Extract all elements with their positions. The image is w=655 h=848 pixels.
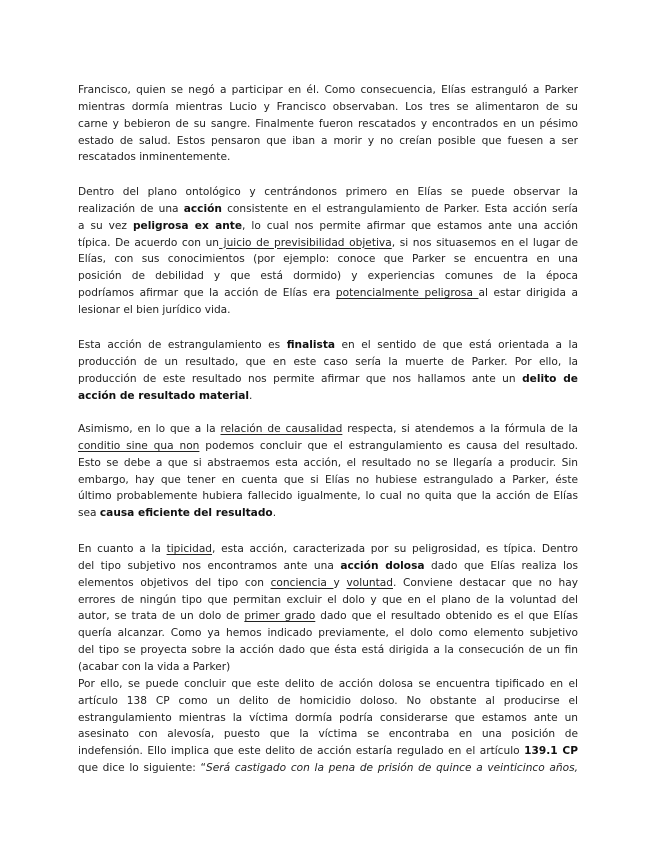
text-run: Dentro del plano ontológico y centrándonos primero en Elías se puede observar la <box>78 186 578 198</box>
text-run: podríamos afirmar que la acción de Elías era <box>78 287 336 300</box>
text-run: típica. De acuerdo con un <box>78 236 220 249</box>
text-run: producción de este resultado nos permite afirmar que nos hallamos ante un <box>78 372 523 385</box>
underlined-term: voluntad <box>346 576 393 589</box>
text-run: lesionar el bien jurídico vida. <box>78 303 231 316</box>
bold-term: causa eficiente del resultado <box>99 507 273 520</box>
text-line <box>78 303 578 317</box>
text-line <box>78 711 578 725</box>
text-run: . <box>249 389 253 402</box>
text-run: indefensión. Ello implica que este delito de acción estaría regulado en el artículo <box>78 745 525 758</box>
text-line <box>78 355 578 369</box>
text-line <box>78 185 578 199</box>
text-run: embargo, hay que tener en cuenta que si Elías no hubiese estrangulado a Parker, éste <box>78 473 578 486</box>
text-run: artículo 138 CP como un delito de homicidio doloso. No obstante al producirse el <box>78 694 578 707</box>
text-run: en el sentido de que está orientada a la <box>335 339 578 351</box>
text-line <box>78 236 578 250</box>
text-run: En cuanto a la <box>78 543 167 555</box>
text-line <box>78 117 578 131</box>
text-run: Asimismo, en lo que a la <box>78 423 221 435</box>
underlined-term: juicio de previsibilidad objetiva <box>219 236 392 249</box>
text-line <box>78 593 578 607</box>
text-run: realización de una <box>78 202 184 215</box>
text-line <box>78 506 578 520</box>
text-line <box>78 609 578 623</box>
text-line <box>78 473 578 487</box>
text-line <box>78 439 578 453</box>
text-run: del tipo subjetivo nos encontramos ante una <box>78 559 341 572</box>
text-run: quería alcanzar. Como ya hemos indicado previamente, el dolo como elemento subjetivo <box>78 627 578 640</box>
text-run: que dice lo siguiente: “ <box>78 762 206 775</box>
underlined-term: conciencia <box>270 576 334 589</box>
text-line <box>78 100 578 114</box>
text-line <box>78 338 578 352</box>
text-run: , lo cual nos permite afirmar que estamos ante una acción <box>242 219 578 232</box>
text-line <box>78 219 578 233</box>
text-run: consistente en el estrangulamiento de Parker. Esta acción sería <box>221 202 578 215</box>
text-line <box>78 761 578 775</box>
text-line <box>78 150 578 164</box>
text-line <box>78 744 578 758</box>
text-line <box>78 559 578 573</box>
text-run: dado que Elías realiza los <box>424 559 578 572</box>
bold-term: acción dolosa <box>340 559 425 572</box>
bold-term: delito de <box>522 372 578 385</box>
text-run: mientras dormía mientras Lucio y Francisco observaban. Los tres se alimentaron de su <box>78 100 578 113</box>
underlined-term: tipicidad <box>166 543 213 555</box>
text-line <box>78 677 578 691</box>
text-line <box>78 727 578 741</box>
bold-term: acción <box>183 202 222 215</box>
text-line <box>78 576 578 590</box>
text-line <box>78 202 578 216</box>
text-run: , esta acción, caracterizada por su peligrosidad, es típica. Dentro <box>212 543 578 555</box>
text-line <box>78 694 578 708</box>
text-run: posición de debilidad y que está dormido) y experiencias comunes de la época <box>78 270 578 283</box>
text-run: podemos concluir que el estrangulamiento es causa del resultado. <box>199 439 578 452</box>
text-run: (acabar con la vida a Parker) <box>78 660 231 673</box>
text-run: elementos objetivos del tipo con <box>78 576 271 589</box>
underlined-term: conditio sine qua non <box>78 439 200 452</box>
text-run: estrangulamiento mientras la víctima dormía podría considerarse que estamos ante un <box>78 711 578 724</box>
text-line <box>78 286 578 300</box>
text-run: respecta, si atendemos a la fórmula de la <box>342 423 578 435</box>
text-line <box>78 269 578 283</box>
text-run: al estar dirigida a <box>478 287 578 300</box>
text-line <box>78 626 578 640</box>
text-line <box>78 389 578 403</box>
text-run: dado que el resultado obtenido es el que Elías <box>315 610 578 623</box>
text-run: rescatados inminentemente. <box>78 151 231 164</box>
text-run: asesinato con alevosía, puesto que la víctima se encontraba en una posición de <box>78 728 578 741</box>
text-run: autor, se trata de un dolo de <box>78 610 245 623</box>
text-line <box>78 372 578 386</box>
text-run: sea <box>78 507 100 520</box>
underlined-term: primer grado <box>244 610 316 623</box>
text-run: a su vez <box>78 219 133 232</box>
bold-term: 139.1 CP <box>524 745 578 758</box>
text-run: producción de un resultado, que en este caso sería la muerte de Parker. Por ello, la <box>78 355 578 368</box>
text-line <box>78 422 578 436</box>
text-line <box>78 83 578 97</box>
text-run: Francisco, quien se negó a participar en él. Como consecuencia, Elías estranguló a Parker <box>78 84 578 96</box>
text-line <box>78 252 578 266</box>
text-run: carne y bebieron de su sangre. Finalmente fueron rescatados y encontrados en un pésimo <box>78 117 578 130</box>
text-line <box>78 542 578 556</box>
text-run: último probablemente hubiera fallecido igualmente, lo cual no quita que la acción de Elías <box>78 490 578 503</box>
text-run: . Conviene destacar que no hay <box>393 576 578 589</box>
bold-term: finalista <box>286 339 336 351</box>
text-run: Esto se debe a que si abstraemos esta acción, el resultado no se llegaría a producir. Sin <box>78 456 578 469</box>
text-line <box>78 489 578 503</box>
text-run: del tipo se proyecta sobre la acción dado que ésta está dirigida a la consecución de un fin <box>78 644 578 657</box>
underlined-term: relación de causalidad <box>220 423 343 435</box>
text-run: Por ello, se puede concluir que este delito de acción dolosa se encuentra tipificado en el <box>78 677 578 690</box>
text-line <box>78 660 578 674</box>
bold-term: peligrosa ex ante <box>132 219 243 232</box>
text-run: y <box>333 576 347 589</box>
text-run: , si nos situasemos en el lugar de <box>391 236 578 249</box>
text-run: errores de ningún tipo que permitan excluir el dolo y que en el plano de la voluntad del <box>78 593 578 606</box>
text-line <box>78 643 578 657</box>
bold-term: acción de resultado material <box>78 389 250 402</box>
underlined-term: potencialmente peligrosa <box>335 287 479 300</box>
text-run: Elías, con sus conocimientos (por ejemplo: conoce que Parker se encuentra en una <box>78 253 578 266</box>
text-run: Esta acción de estrangulamiento es <box>78 339 287 351</box>
text-run: estado de salud. Estos pensaron que iban a morir y no creían posible que fuesen a ser <box>78 134 578 147</box>
text-line <box>78 456 578 470</box>
italic-quote: Será castigado con la pena de prisión de quince a veinticinco años, <box>205 762 578 775</box>
text-run: . <box>272 507 277 520</box>
text-line <box>78 134 578 148</box>
